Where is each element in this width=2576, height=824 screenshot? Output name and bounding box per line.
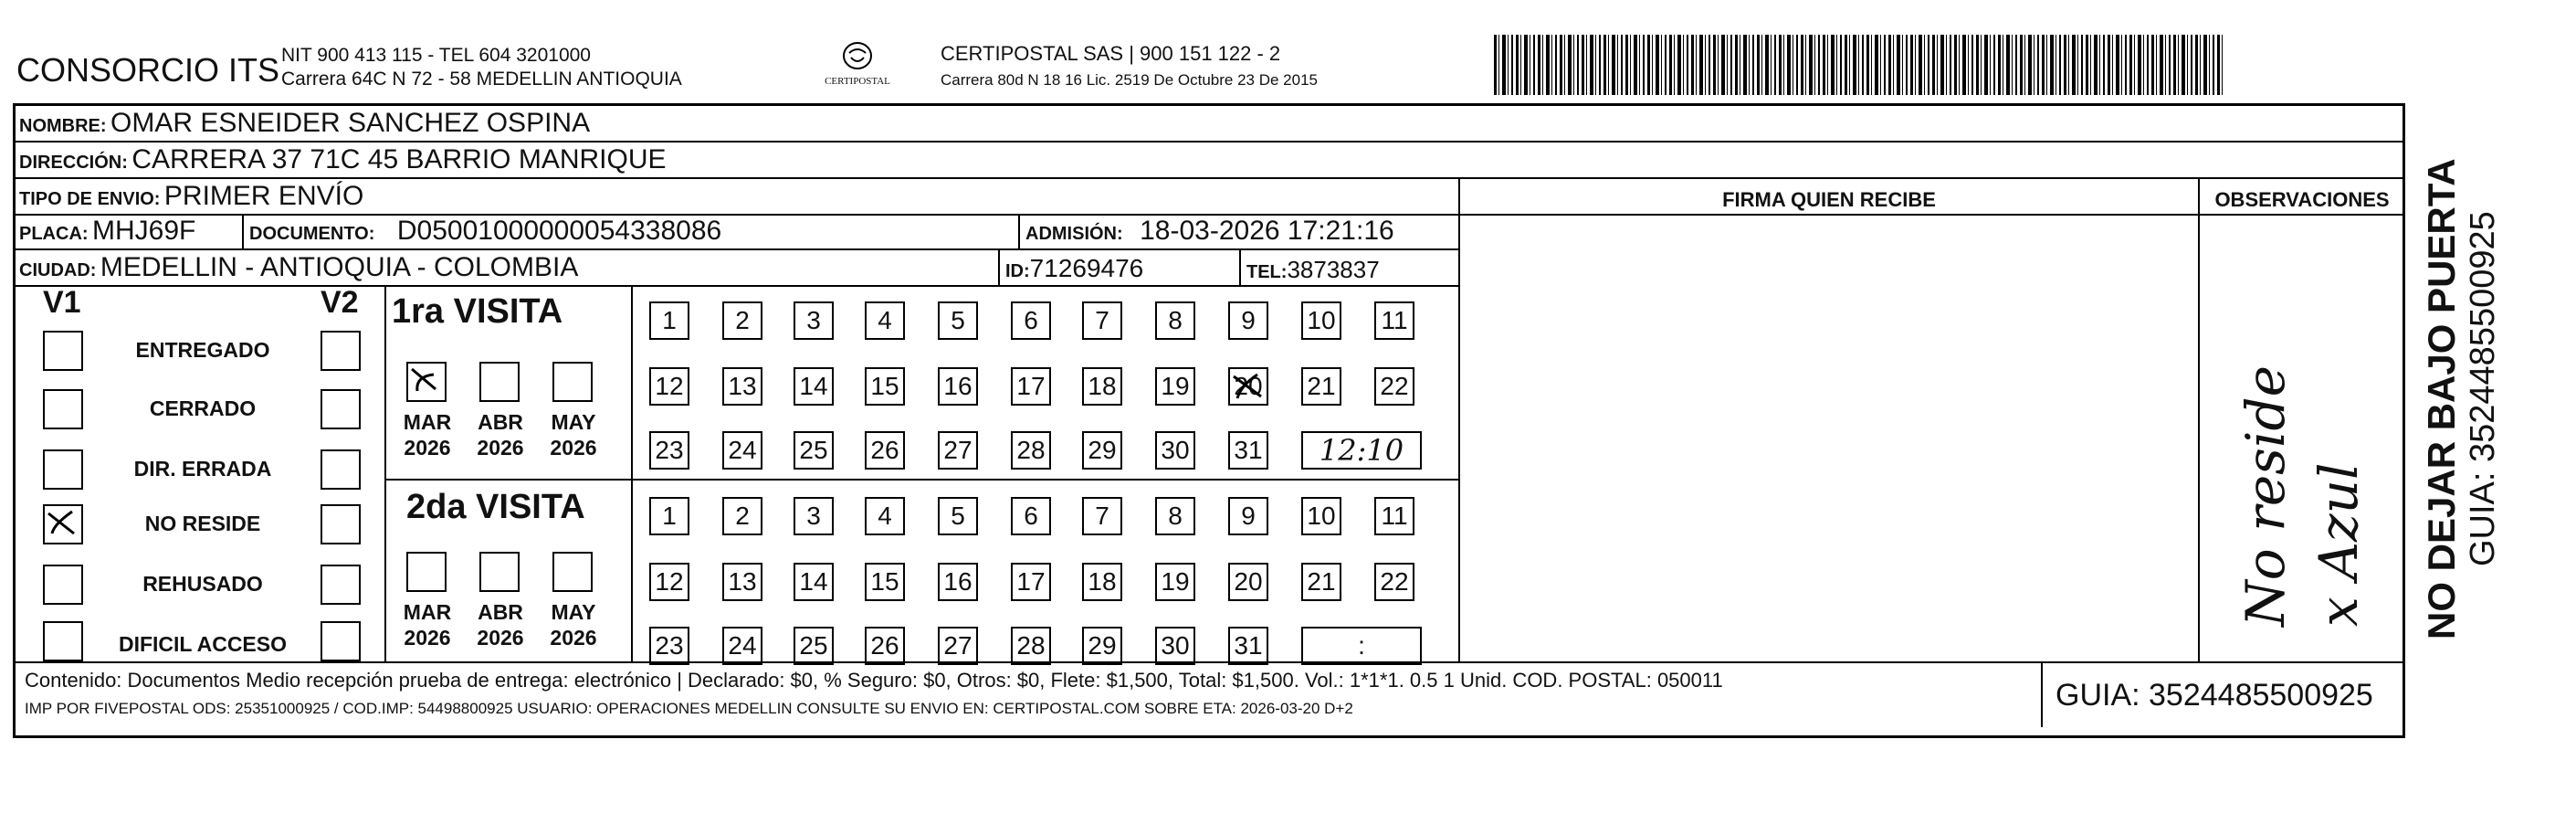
side-guia: GUIA: 3524485500925 (2464, 211, 2502, 566)
barcode (1494, 35, 2224, 95)
visita1-day-5[interactable]: 5 (938, 301, 978, 340)
visita2-day-5[interactable]: 5 (938, 497, 978, 535)
visita2-month-abr: ABR 2026 (477, 600, 524, 650)
v2-dir-errada-checkbox[interactable] (321, 449, 361, 490)
v1-no-reside-checkbox[interactable] (43, 504, 83, 544)
status-entregado: ENTREGADO (135, 338, 270, 362)
visita1-day-29[interactable]: 29 (1082, 431, 1122, 470)
visita2-day-22[interactable]: 22 (1374, 563, 1414, 601)
visita2-day-25[interactable]: 25 (794, 627, 834, 665)
visita1-day-2[interactable]: 2 (722, 301, 762, 340)
visita1-day-3[interactable]: 3 (794, 301, 834, 340)
visita2-day-12[interactable]: 12 (649, 563, 689, 601)
visita1-day-8[interactable]: 8 (1155, 301, 1195, 340)
v2-no-reside-checkbox[interactable] (321, 504, 361, 544)
visita1-title: 1ra VISITA (392, 292, 563, 331)
visita2-day-19[interactable]: 19 (1155, 563, 1195, 601)
nombre-row (19, 108, 590, 139)
tel-label: TEL: (1246, 262, 1288, 282)
visita2-day-6[interactable]: 6 (1011, 497, 1051, 535)
visita1-day-30[interactable]: 30 (1155, 431, 1195, 470)
visita1-day-23[interactable]: 23 (649, 431, 689, 470)
visita1-day-7[interactable]: 7 (1082, 301, 1122, 340)
v1-dificil-acceso-checkbox[interactable] (43, 621, 83, 661)
tipo-value: PRIMER ENVÍO (163, 181, 364, 211)
visita1-day-17[interactable]: 17 (1011, 367, 1051, 406)
check-mark-icon (408, 364, 445, 400)
visita1-day-9[interactable]: 9 (1228, 301, 1268, 340)
logo-text: CERTIPOSTAL (825, 76, 890, 87)
admision-row (1025, 216, 1394, 247)
visita2-day-31[interactable]: 31 (1228, 627, 1268, 665)
certipostal-logo-icon (841, 40, 874, 71)
certipostal-logo (820, 40, 895, 87)
visita2-day-24[interactable]: 24 (722, 627, 762, 665)
firma-header: FIRMA QUIEN RECIBE (1722, 188, 1936, 211)
id-value: 71269476 (1029, 254, 1144, 282)
visita2-day-30[interactable]: 30 (1155, 627, 1195, 665)
company-name: CONSORCIO ITS (16, 51, 280, 89)
admision-label: ADMISIÓN: (1025, 224, 1123, 244)
visita2-day-13[interactable]: 13 (722, 563, 762, 601)
nombre-label: NOMBRE: (19, 116, 107, 136)
visita2-time-box[interactable]: : (1301, 627, 1422, 665)
v2-rehusado-checkbox[interactable] (321, 565, 361, 605)
visita2-day-3[interactable]: 3 (794, 497, 834, 535)
visita2-day-17[interactable]: 17 (1011, 563, 1051, 601)
visita2-day-4[interactable]: 4 (865, 497, 905, 535)
visita2-day-2[interactable]: 2 (722, 497, 762, 535)
placa-row (19, 216, 195, 247)
no-dejar-bajo-puerta: NO DEJAR BAJO PUERTA (2420, 158, 2463, 639)
visita1-day-25[interactable]: 25 (794, 431, 834, 470)
tel-row (1246, 256, 1380, 284)
visita1-day-18[interactable]: 18 (1082, 367, 1122, 406)
visita2-abr-checkbox[interactable] (479, 552, 520, 592)
visita1-day-12[interactable]: 12 (649, 367, 689, 406)
id-row (1005, 254, 1143, 283)
visita1-day-28[interactable]: 28 (1011, 431, 1051, 470)
strike-mark-icon (1230, 369, 1267, 404)
visita1-day-24[interactable]: 24 (722, 431, 762, 470)
placa-value: MHJ69F (92, 216, 196, 246)
visita2-day-21[interactable]: 21 (1301, 563, 1341, 601)
admision-value: 18-03-2026 17:21:16 (1140, 216, 1394, 246)
status-dir-errada: DIR. ERRADA (133, 457, 272, 481)
footer-content-line: Contenido: Documentos Medio recepción prueba de entrega: electrónico | Declarado: $0, % Seguro: $0, Otros: $0, Flete: $1,500, Total: $1,500. Vol.: 1*1*1. 0.5 1 Unid. COD. POSTAL: 050011 (25, 669, 1723, 692)
visita2-day-15[interactable]: 15 (865, 563, 905, 601)
visita2-day-7[interactable]: 7 (1082, 497, 1122, 535)
visita1-day-10[interactable]: 10 (1301, 301, 1341, 340)
visita2-day-8[interactable]: 8 (1155, 497, 1195, 535)
visita2-day-27[interactable]: 27 (938, 627, 978, 665)
certipostal-line: CERTIPOSTAL SAS | 900 151 122 - 2 (941, 42, 1281, 65)
tel-value: 3873837 (1287, 256, 1380, 283)
id-label: ID: (1005, 261, 1030, 281)
v2-dificil-acceso-checkbox[interactable] (321, 621, 361, 661)
visita2-may-checkbox[interactable] (552, 552, 593, 592)
visita2-day-1[interactable]: 1 (649, 497, 689, 535)
visita1-day-19[interactable]: 19 (1155, 367, 1195, 406)
status-rehusado: REHUSADO (142, 572, 263, 596)
ciudad-label: CIUDAD: (19, 260, 97, 280)
direccion-value: CARRERA 37 71C 45 BARRIO MANRIQUE (131, 144, 667, 174)
visita2-day-28[interactable]: 28 (1011, 627, 1051, 665)
check-mark-icon (45, 506, 81, 543)
visita1-may-checkbox[interactable] (552, 362, 593, 402)
visita1-day-27[interactable]: 27 (938, 431, 978, 470)
visita1-day-26[interactable]: 26 (865, 431, 905, 470)
visita1-day-14[interactable]: 14 (794, 367, 834, 406)
ciudad-row (19, 252, 578, 283)
observaciones-header: OBSERVACIONES (2214, 188, 2390, 211)
status-no-reside: NO RESIDE (144, 512, 261, 535)
visita1-month-mar: MAR 2026 (403, 410, 452, 460)
status-dificil-acceso: DIFICIL ACCESO (118, 632, 287, 656)
visita2-day-23[interactable]: 23 (649, 627, 689, 665)
visita2-day-20[interactable]: 20 (1228, 563, 1268, 601)
v2-cerrado-checkbox[interactable] (321, 389, 361, 429)
visita2-mar-checkbox[interactable] (406, 552, 447, 592)
direccion-label: DIRECCIÓN: (19, 153, 128, 173)
visita1-day-13[interactable]: 13 (722, 367, 762, 406)
visita1-abr-checkbox[interactable] (479, 362, 520, 402)
visita2-day-18[interactable]: 18 (1082, 563, 1122, 601)
visita2-day-9[interactable]: 9 (1228, 497, 1268, 535)
visita1-day-31[interactable]: 31 (1228, 431, 1268, 470)
visita2-title: 2da VISITA (406, 488, 585, 526)
visita2-day-14[interactable]: 14 (794, 563, 834, 601)
handwritten-observation (2216, 280, 2399, 645)
placa-label: PLACA: (19, 224, 89, 244)
visita1-day-15[interactable]: 15 (865, 367, 905, 406)
v1-cerrado-checkbox[interactable] (43, 389, 83, 429)
handwritten-line-2: x Azul (2308, 462, 2370, 627)
certipostal-addr: Carrera 80d N 18 16 Lic. 2519 De Octubre 23 De 2015 (941, 71, 1318, 89)
delivery-form (13, 103, 2405, 738)
ciudad-value: MEDELLIN - ANTIOQUIA - COLOMBIA (100, 252, 579, 282)
visita1-day-6[interactable]: 6 (1011, 301, 1051, 340)
visita2-month-may: MAY 2026 (550, 600, 597, 650)
visita1-day-22[interactable]: 22 (1374, 367, 1414, 406)
visita1-mar-checkbox[interactable] (406, 362, 447, 402)
visita2-day-26[interactable]: 26 (865, 627, 905, 665)
nit-line: NIT 900 413 115 - TEL 604 3201000 (281, 45, 591, 66)
visita1-day-1[interactable]: 1 (649, 301, 689, 340)
visita1-day-21[interactable]: 21 (1301, 367, 1341, 406)
documento-row (249, 216, 721, 247)
visita1-month-abr: ABR 2026 (477, 410, 524, 460)
tipo-row (19, 181, 363, 212)
handwritten-line-1: No reside (2234, 365, 2297, 627)
v1-label: V1 (43, 285, 81, 320)
visita2-day-29[interactable]: 29 (1082, 627, 1122, 665)
visita1-day-16[interactable]: 16 (938, 367, 978, 406)
visita1-day-20[interactable] (1228, 367, 1268, 406)
v1-rehusado-checkbox[interactable] (43, 565, 83, 605)
visita2-month-mar: MAR 2026 (403, 600, 452, 650)
v2-label: V2 (321, 285, 359, 320)
day-label: 20 (1234, 372, 1263, 400)
visita1-day-4[interactable]: 4 (865, 301, 905, 340)
visita1-month-may: MAY 2026 (550, 410, 597, 460)
visita2-day-10[interactable]: 10 (1301, 497, 1341, 535)
visita1-time-box[interactable]: 12:10 (1301, 431, 1422, 470)
nombre-value: OMAR ESNEIDER SANCHEZ OSPINA (110, 108, 591, 138)
v1-dir-errada-checkbox[interactable] (43, 449, 83, 490)
v2-entregado-checkbox[interactable] (321, 331, 361, 371)
footer-imp-line: IMP POR FIVEPOSTAL ODS: 25351000925 / COD.IMP: 54498800925 USUARIO: OPERACIONES MEDELLIN CONSULTE SU ENVIO EN: CERTIPOSTAL.COM SOBRE ETA: 2026-03-20 D+2 (25, 700, 1353, 717)
visita1-day-11[interactable]: 11 (1374, 301, 1414, 340)
documento-label: DOCUMENTO: (249, 224, 375, 244)
tipo-label: TIPO DE ENVIO: (19, 189, 161, 209)
address-line: Carrera 64C N 72 - 58 MEDELLIN ANTIOQUIA (281, 69, 682, 90)
direccion-row (19, 144, 667, 175)
status-cerrado: CERRADO (149, 396, 257, 420)
footer-guia: GUIA: 3524485500925 (2056, 678, 2373, 713)
visita2-day-11[interactable]: 11 (1374, 497, 1414, 535)
v1-entregado-checkbox[interactable] (43, 331, 83, 371)
documento-value: D05001000000054338086 (396, 216, 722, 246)
visita2-day-16[interactable]: 16 (938, 563, 978, 601)
